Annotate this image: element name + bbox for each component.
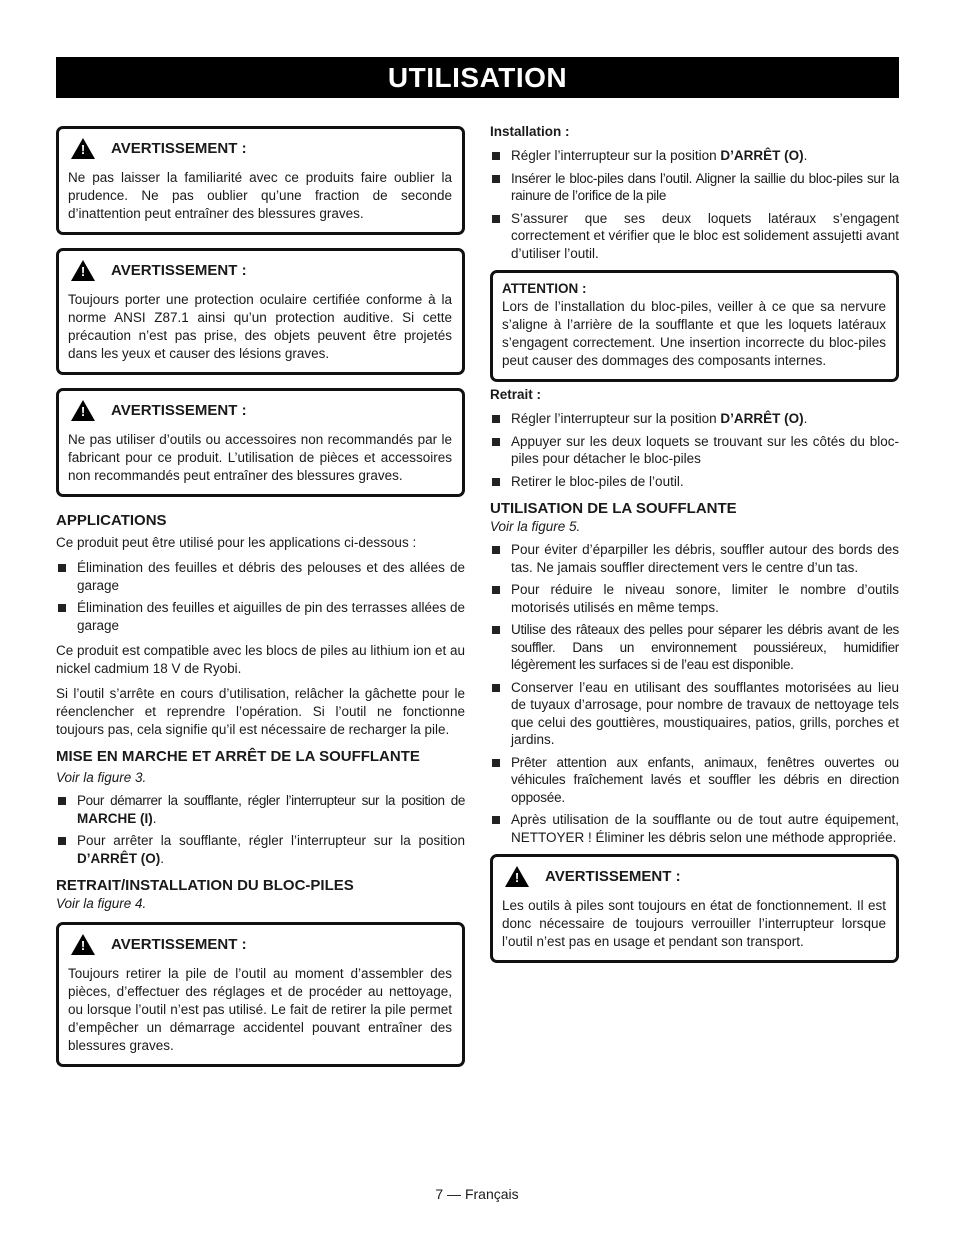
- warning-title: AVERTISSEMENT :: [111, 936, 247, 953]
- attention-title: ATTENTION :: [502, 281, 587, 296]
- restart-paragraph: Si l’outil s’arrête en cours d’utilisation, relâcher la gâchette pour le réenclencher et reprendre l’opération. Si l’outil ne fonctionne toujours pas, cela signifie qu’il est nécessaire de recharger la pile.: [56, 686, 465, 737]
- warning-text: Ne pas laisser la familiarité avec ce produits faire oublier la prudence. Ne pas oublier qu’une fraction de seconde d’inattention peut entraîner des blessures graves.: [68, 170, 452, 221]
- warning-text: Toujours retirer la pile de l’outil au moment d’assembler des pièces, d’effectuer des réglages et de procéder au nettoyage, ou lorsque l’outil n’est pas utilisé. Le fait de retirer la pile permet d’empêcher un démarrage accidentel pouvant entraîner des blessures graves.: [68, 966, 452, 1053]
- figure-reference: Voir la figure 3.: [56, 770, 147, 785]
- retrait-heading: RETRAIT/INSTALLATION DU BLOC-PILES: [56, 877, 354, 894]
- warning-text: Toujours porter une protection oculaire certifiée conforme à la norme ANSI Z87.1 ainsi qu’un protection auditive. Si cette précaution n’est pas prise, des objets peuvent être projetés dans les yeux et causer des lésions graves.: [68, 292, 452, 361]
- list-item: Appuyer sur les deux loquets se trouvant sur les côtés du bloc-piles pour détacher le bloc-piles: [490, 433, 899, 468]
- list-item: Utilise des râteaux des pelles pour séparer les débris avant de les souffler. Dans un environnement poussiéreux, humidifier légèrement les surfaces si de l’eau est disponible.: [490, 621, 899, 674]
- warning-text: Les outils à piles sont toujours en état de fonctionnement. Il est donc nécessaire de toujours verrouiller l’interrupteur lorsque l’outil n’est pas en usage et pendant son transport.: [502, 898, 886, 949]
- applications-heading: APPLICATIONS: [56, 512, 167, 529]
- warning-text: Ne pas utiliser d’outils ou accessoires non recommandés par le fabricant pour ce produit. L’utilisation de pièces et accessoires non recommandés peut entraîner des blessures graves.: [68, 432, 452, 483]
- list-item: Pour éviter d’éparpiller les débris, souffler autour des bords des tas. Ne jamais souffler directement vers le centre d’un tas.: [490, 541, 899, 576]
- utilisation-heading: UTILISATION DE LA SOUFFLANTE: [490, 500, 737, 517]
- list-item: Pour réduire le niveau sonore, limiter le nombre d’outils motorisés utilisés en même temps.: [490, 581, 899, 616]
- applications-list: [56, 559, 465, 634]
- applications-intro: Ce produit peut être utilisé pour les applications ci-dessous :: [56, 535, 417, 550]
- list-item: Élimination des feuilles et débris des pelouses et des allées de garage: [56, 559, 465, 594]
- attention-box: [490, 270, 899, 382]
- list-item: Insérer le bloc-piles dans l’outil. Aligner la saillie du bloc-piles sur la rainure de l’orifice de la pile: [490, 170, 899, 205]
- right-column: [490, 123, 899, 976]
- left-column: [56, 126, 465, 1080]
- page-number: 7 — Français: [435, 1186, 519, 1202]
- list-item: Élimination des feuilles et aiguilles de pin des terrasses allées de garage: [56, 599, 465, 634]
- list-item: Après utilisation de la soufflante ou de tout autre équipement, NETTOYER ! Éliminer les débris selon une méthode appropriée.: [490, 811, 899, 846]
- warning-box-battery-tools: [490, 854, 899, 963]
- list-item: Régler l’interrupteur sur la position D’ARRÊT (O).: [490, 410, 899, 428]
- retrait-label: Retrait :: [490, 387, 542, 402]
- list-item: Pour arrêter la soufflante, régler l’interrupteur sur la position D’ARRÊT (O).: [56, 832, 465, 867]
- warning-title: AVERTISSEMENT :: [111, 262, 247, 279]
- warning-title: AVERTISSEMENT :: [111, 140, 247, 157]
- warning-box-familiarity: [56, 126, 465, 235]
- mise-en-marche-list: [56, 792, 465, 867]
- retrait-list: [490, 410, 899, 490]
- installation-list: [490, 147, 899, 262]
- warning-box-remove-battery: [56, 922, 465, 1067]
- figure-reference: Voir la figure 5.: [490, 519, 581, 534]
- warning-triangle-icon: !: [71, 138, 95, 159]
- warning-title: AVERTISSEMENT :: [545, 868, 681, 885]
- figure-reference: Voir la figure 4.: [56, 896, 147, 911]
- warning-box-accessories: [56, 388, 465, 497]
- compatibility-paragraph: Ce produit est compatible avec les blocs de piles au lithium ion et au nickel cadmium 18 V de Ryobi.: [56, 643, 465, 676]
- list-item: Prêter attention aux enfants, animaux, fenêtres ouvertes ou véhicules fraîchement lavés et souffler les débris en direction opposée.: [490, 754, 899, 807]
- warning-box-eye-protection: [56, 248, 465, 375]
- warning-title: AVERTISSEMENT :: [111, 402, 247, 419]
- list-item: Retirer le bloc-piles de l’outil.: [490, 473, 899, 491]
- warning-triangle-icon: !: [71, 934, 95, 955]
- warning-triangle-icon: !: [71, 400, 95, 421]
- list-item: S’assurer que ses deux loquets latéraux s’engagent correctement et vérifier que le bloc est solidement assujetti avant d’utiliser l’outil.: [490, 210, 899, 263]
- warning-triangle-icon: !: [71, 260, 95, 281]
- warning-triangle-icon: !: [505, 866, 529, 887]
- list-item: Conserver l’eau en utilisant des soufflantes motorisées au lieu de tuyaux d’arrosage, pour nombre de travaux de nettoyage tels que celui des gouttières, moustiquaires, patios, grills, porches et jardins.: [490, 679, 899, 749]
- page-footer: [0, 1186, 954, 1202]
- installation-label: Installation :: [490, 124, 570, 139]
- list-item: Pour démarrer la soufflante, régler l’interrupteur sur la position de MARCHE (I).: [56, 792, 465, 827]
- utilisation-list: [490, 541, 899, 846]
- mise-en-marche-heading: MISE EN MARCHE ET ARRÊT DE LA SOUFFLANTE: [56, 748, 420, 765]
- page-title: UTILISATION: [56, 57, 899, 98]
- list-item: Régler l’interrupteur sur la position D’ARRÊT (O).: [490, 147, 899, 165]
- attention-text: Lors de l’installation du bloc-piles, veiller à ce que sa nervure s’aligne à l’arrière de la soufflante et que les loquets latéraux s’engagent correctement. Une insertion incorrecte du bloc-piles peut causer des dommages des composants internes.: [502, 299, 886, 368]
